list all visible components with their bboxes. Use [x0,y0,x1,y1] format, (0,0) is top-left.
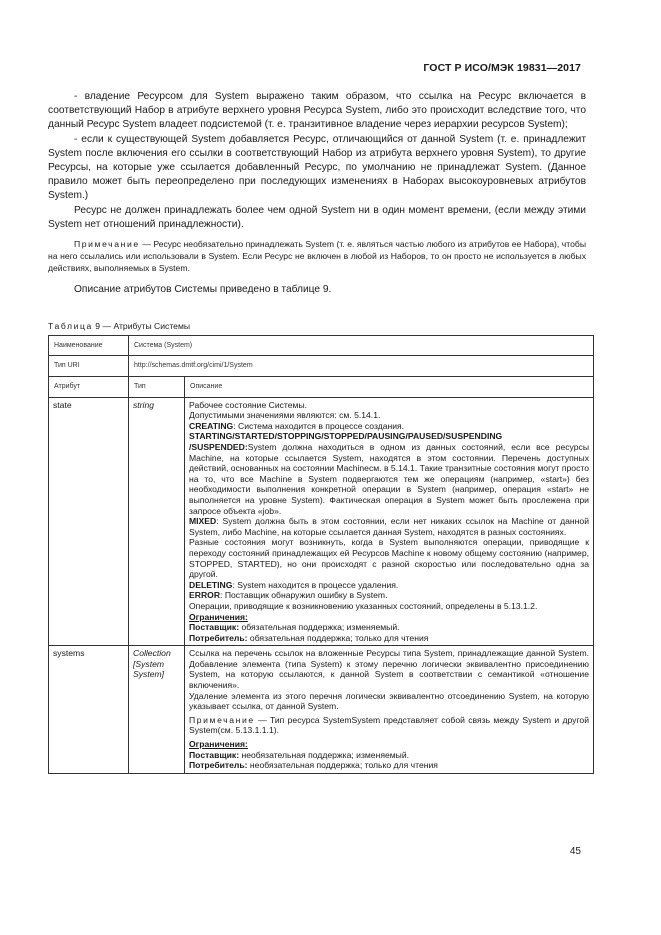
type-cell: string [129,397,185,646]
desc-line [189,516,589,537]
desc-line: Операции, приводящие к возникновению указанных состояний, определены в 5.13.1.2. [189,600,538,611]
state-key: ERROR [189,590,221,601]
consumer-value: необязательная поддержка; только для чтения [247,760,438,771]
consumer-key: Потребитель: [189,632,248,643]
name-label-cell: Наименование [49,335,129,356]
state-text: : Система находится в процессе создания. [233,420,405,431]
page-number: 45 [569,846,581,857]
state-text: : System находится в процессе удаления. [232,579,399,590]
consumer-line [189,633,589,644]
table-column-headers [49,377,594,398]
provider-line [189,750,589,761]
note-label: Примечание [74,239,140,250]
page-body [48,90,589,774]
type-cell: Collection [System System] [129,646,185,774]
table-row-state [49,397,594,646]
desc-line: Рабочее состояние Системы. [189,399,308,410]
provider-key: Поставщик: [189,622,240,633]
state-key: CREATING [189,420,234,431]
table-name-row [49,335,594,356]
attributes-table [48,335,594,774]
table-uri-row [49,356,594,377]
provider-value: обязательная поддержка; изменяемый. [239,622,400,633]
standard-header: ГОСТ Р ИСО/МЭК 19831—2017 [423,62,581,74]
col-header-type: Тип [129,377,185,398]
uri-value-cell: http://schemas.dmtf.org/cimi/1/System [129,356,594,377]
row-note [189,715,589,736]
note-text: — Ресурс необязательно принадлежать System (т. е. являться частью любого из атрибутов ее Набора), чтобы на него ссылались или использовали в System. Если Ресурс не включен в любой из Наборов, то он просто не используется в любых действиях, выполняемых в System. [48,239,586,274]
desc-line: Удаление элемента из этого перечня логически эквивалентно отсоединению System, на которую указывает ссылка, от данной System. [189,690,589,712]
state-text: System должна находиться в одном из данных состояний, если все ресурсы Machine, на которые ссылается System, находятся в этом состоянии. Перечень доступных действий, основанных на состоянии Machineсм. в 5.14.1. Такие транзитные состояния могут просто на то, что все Machine в System подвергаются тем же операциям (например, «start») без необходимости выполнения конкретной операции в System (например, операция «start» не выполняется на уровне System). Фактическая операция в System может быть прослежена при запросе объекта «job». [189,442,589,516]
paragraph-table-intro: Описание атрибутов Системы приведено в таблице 9. [74,283,332,295]
table-caption-title: — Атрибуты Системы [100,320,191,331]
state-key: MIXED [189,516,217,527]
attr-cell: systems [49,646,129,774]
paragraph-ownership: - владение Ресурсом для System выражено таким образом, что ссылка на Ресурс включается в соответствующий Набор в атрибуте верхнего уровня Ресурса System, либо это происходит вследствие того, что данный Ресурс System владеет подсистемой (т. е. транзитивное владение через иерархии ресурсов System); [48,91,586,131]
note-paragraph [48,238,586,275]
state-text: : System должна быть в этом состоянии, если нет никаких ссылок на Machine от данной System, либо Machine, на которые ссылается данная System, находятся в разных состояниях. [189,516,589,537]
desc-line: Ссылка на перечень ссылок на вложенные Ресурсы типа System, принадлежащие данной System. Добавление элемента (типа System) к этому перечню логически эквивалентно присоединению System, на которую ссылаются, к данной System в соответствии с семантикой «отношение включения». [189,648,589,691]
attr-cell: state [49,397,129,646]
desc-line [189,421,589,432]
row-note-text: — Тип ресурса SystemSystem представляет собой связь между System и другой System(см. 5.13.1.1.1). [189,714,589,736]
limits-heading: Ограничения: [189,611,248,622]
desc-line: Допустимыми значениями являются: см. 5.14.1. [189,410,381,421]
provider-key: Поставщик: [189,749,240,760]
name-value-cell: Система (System) [129,335,594,356]
desc-line [189,590,589,601]
table-row-systems [49,646,594,774]
description-cell [185,646,594,774]
table-caption-number: 9 [95,320,101,331]
paragraph-added-resource: - если к существующей System добавляется Ресурс, отличающийся от данной System (т. е. принадлежит System после включения его ссылки в соответствующий Набор из атрибута верхнего уровня System), то другие Ресурсы, на которые уже ссылается добавленный Ресурс, по умолчанию не принадлежат System. (Данное правило может быть переопределено при последующих изменениях в Наборах высокоуровневых атрибутов System.) [48,133,586,202]
provider-value: необязательная поддержка; изменяемый. [239,749,410,760]
paragraph-single-owner: Ресурс не должен принадлежать более чем одной System ни в один момент времени, (если между этими System нет отношений принадлежности). [48,204,586,230]
row-note-label: Примечание [189,714,255,725]
desc-line [189,431,589,516]
description-cell [185,397,594,646]
state-text: : Поставщик обнаружил ошибку в System. [220,590,388,601]
consumer-key: Потребитель: [189,760,248,771]
table-caption-label: Таблица [48,320,93,331]
state-key: DELETING [189,579,233,590]
provider-line [189,622,589,633]
uri-label-cell: Тип URI [49,356,129,377]
limits-heading: Ограничения: [189,739,248,750]
col-header-description: Описание [185,377,594,398]
consumer-line [189,760,589,771]
desc-line [189,580,589,591]
col-header-attribute: Атрибут [49,377,129,398]
consumer-value: обязательная поддержка; только для чтения [247,632,429,643]
table-caption [48,321,586,331]
desc-line: Разные состояния могут возникнуть, когда в System выполняются операции, приводящие к переходу состояний принадлежащих ей Ресурсов Machine к новому общему состоянию (например, STOPPED, STARTED), но они происходят с разной скоростью или последовательно одна за другой. [189,537,589,580]
state-key: STARTING/STARTED/STOPPING/STOPPED/PAUSING/PAUSED/SUSPENDING /SUSPENDED: [189,431,503,452]
